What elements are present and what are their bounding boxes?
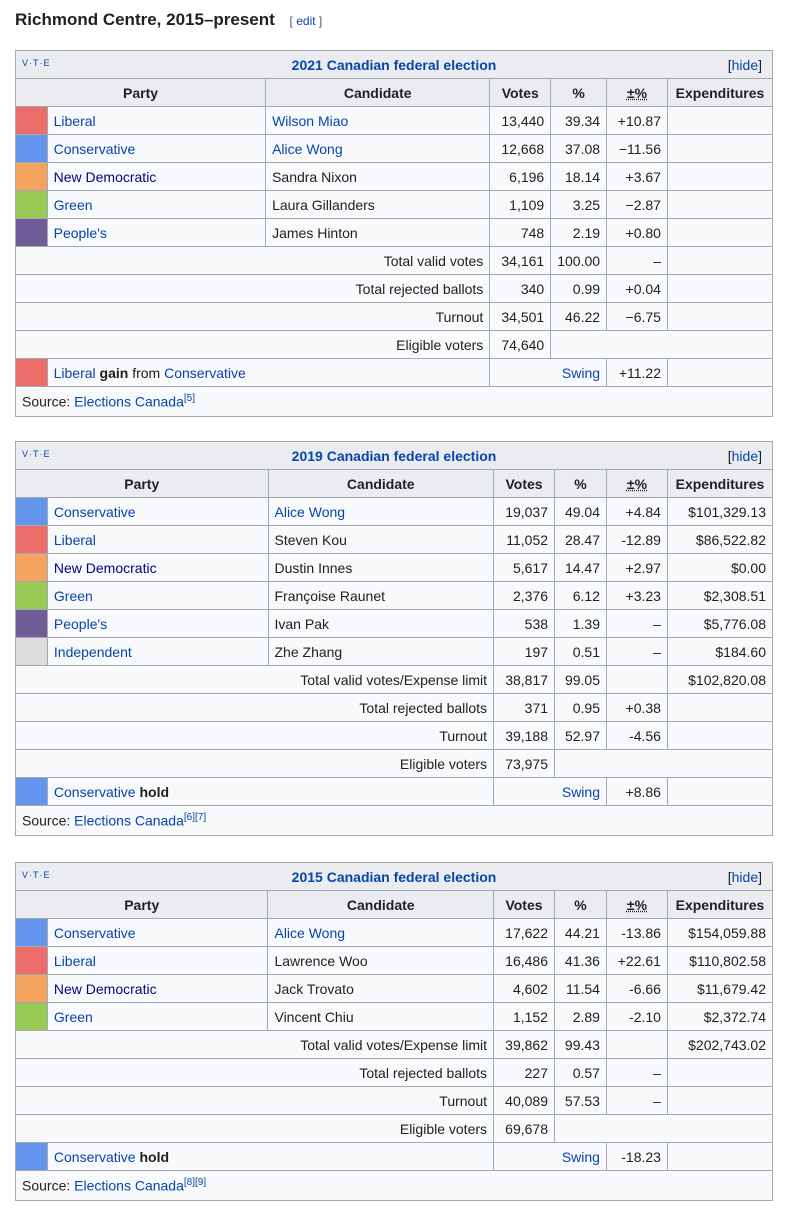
votes-cell: 2,376 — [494, 582, 555, 610]
exp-cell: $5,776.08 — [667, 610, 772, 638]
table-row — [16, 498, 773, 526]
election-title[interactable]: 2019 Canadian federal election — [291, 447, 497, 464]
rejected-row — [16, 275, 773, 303]
table-row — [16, 610, 773, 638]
party-link[interactable]: Liberal — [53, 364, 96, 381]
turnout-row — [16, 303, 773, 331]
hide-toggle[interactable]: [hide] — [727, 448, 762, 464]
exp-cell — [667, 359, 772, 387]
pct-cell: 99.43 — [554, 1031, 606, 1059]
party-color-swatch — [16, 554, 48, 582]
empty-cell — [555, 750, 773, 778]
exp-cell — [667, 107, 772, 135]
change-cell: – — [606, 1059, 667, 1087]
party-link[interactable]: Conservative — [53, 924, 136, 941]
party-cell — [47, 107, 265, 135]
col-pct: % — [555, 470, 607, 498]
hide-link[interactable]: hide — [731, 57, 759, 73]
party-link[interactable]: Liberal — [53, 112, 96, 129]
party-color-swatch — [16, 107, 48, 135]
candidate-cell: Vincent Chiu — [268, 1003, 494, 1031]
change-cell: – — [607, 247, 668, 275]
rejected-label: Total rejected ballots — [16, 1059, 494, 1087]
party-cell — [47, 135, 265, 163]
result-row — [16, 778, 773, 806]
exp-cell — [667, 1143, 772, 1171]
candidate-cell — [266, 107, 490, 135]
party-cell — [47, 638, 268, 666]
swing-link[interactable]: Swing — [561, 783, 600, 800]
votes-cell: 1,109 — [490, 191, 551, 219]
pct-cell: 0.99 — [551, 275, 607, 303]
party-link[interactable]: People's — [53, 615, 108, 632]
total-valid-row — [16, 1031, 773, 1059]
change-cell: −6.75 — [607, 303, 668, 331]
pct-cell: 57.53 — [554, 1087, 606, 1115]
rejected-row — [16, 1059, 773, 1087]
party-cell — [47, 919, 268, 947]
empty-cell — [551, 331, 773, 359]
swing-link[interactable]: Swing — [561, 364, 601, 381]
col-party: Party — [16, 79, 266, 107]
source-cell: Source: Elections Canada[5] — [16, 387, 773, 417]
pct-cell: 100.00 — [551, 247, 607, 275]
source-cell: Source: Elections Canada[6][7] — [16, 806, 773, 836]
exp-cell — [667, 694, 772, 722]
table-row — [16, 554, 773, 582]
col-change: ±% — [607, 470, 668, 498]
table-row — [16, 1003, 773, 1031]
pct-cell: 6.12 — [555, 582, 607, 610]
pct-cell: 39.34 — [551, 107, 607, 135]
party-link[interactable]: Green — [53, 196, 93, 213]
party-cell — [47, 191, 265, 219]
pct-cell: 0.51 — [555, 638, 607, 666]
party-cell — [47, 554, 268, 582]
votes-cell: 11,052 — [494, 526, 555, 554]
exp-cell — [667, 303, 772, 331]
candidate-link[interactable]: Wilson Miao — [272, 112, 349, 129]
result-cell: Conservative hold — [47, 778, 493, 806]
rejected-label: Total rejected ballots — [16, 275, 490, 303]
rejected-row — [16, 694, 773, 722]
eligible-label: Eligible voters — [16, 331, 490, 359]
party-cell — [47, 1003, 268, 1031]
votes-cell: 34,161 — [490, 247, 551, 275]
exp-cell: $102,820.08 — [667, 666, 772, 694]
candidate-cell: James Hinton — [266, 219, 490, 247]
party-cell — [47, 582, 268, 610]
party-color-swatch — [16, 638, 48, 666]
result-cell: Liberal gain from Conservative — [47, 359, 490, 387]
party-link[interactable]: People's — [53, 224, 107, 241]
party-color-swatch — [16, 919, 48, 947]
exp-cell — [667, 722, 772, 750]
col-candidate: Candidate — [266, 79, 490, 107]
source-cell: Source: Elections Canada[8][9] — [16, 1171, 773, 1201]
col-votes: Votes — [490, 79, 551, 107]
source-link[interactable]: Elections Canada — [74, 812, 184, 829]
change-cell: +10.87 — [607, 107, 668, 135]
party-link[interactable]: Conservative — [53, 783, 136, 800]
change-cell: +0.04 — [607, 275, 668, 303]
votes-cell: 40,089 — [494, 1087, 555, 1115]
exp-cell — [667, 1059, 772, 1087]
result-cell: Conservative hold — [47, 1143, 493, 1171]
votes-cell: 4,602 — [494, 975, 555, 1003]
table-row — [16, 582, 773, 610]
result-row — [16, 1143, 773, 1171]
change-cell: -2.10 — [606, 1003, 667, 1031]
section-heading — [15, 10, 322, 30]
source-link[interactable]: Elections Canada — [74, 393, 184, 410]
party-cell — [47, 219, 265, 247]
change-cell: -6.66 — [606, 975, 667, 1003]
party-color-swatch — [16, 778, 48, 806]
candidate-cell: Jack Trovato — [268, 975, 494, 1003]
party-color-swatch — [16, 947, 48, 975]
turnout-label: Turnout — [16, 303, 490, 331]
edit-link[interactable]: edit — [296, 14, 316, 28]
votes-cell: 13,440 — [490, 107, 551, 135]
swing-cell — [494, 1143, 607, 1171]
candidate-cell: Lawrence Woo — [268, 947, 494, 975]
candidate-cell — [266, 135, 490, 163]
exp-cell: $2,308.51 — [667, 582, 772, 610]
hide-link[interactable]: hide — [731, 448, 759, 464]
ref-links[interactable]: [6][7] — [183, 812, 207, 824]
exp-cell — [667, 135, 772, 163]
total-valid-row — [16, 247, 773, 275]
col-expenditures: Expenditures — [667, 79, 772, 107]
change-cell: +3.23 — [607, 582, 668, 610]
eligible-row — [16, 331, 773, 359]
pct-cell: 18.14 — [551, 163, 607, 191]
party-link[interactable]: Independent — [53, 643, 132, 660]
party-color-swatch — [16, 191, 48, 219]
pct-cell: 44.21 — [554, 919, 606, 947]
turnout-label: Turnout — [16, 722, 494, 750]
pct-cell: 11.54 — [554, 975, 606, 1003]
candidate-link[interactable]: Alice Wong — [274, 924, 346, 941]
eligible-row — [16, 1115, 773, 1143]
change-cell: −2.87 — [607, 191, 668, 219]
votes-cell: 371 — [494, 694, 555, 722]
party-color-swatch — [16, 163, 48, 191]
votes-cell: 39,188 — [494, 722, 555, 750]
exp-cell: $184.60 — [667, 638, 772, 666]
total-valid-row — [16, 666, 773, 694]
source-row — [16, 806, 773, 836]
section-title: Richmond Centre, 2015–present — [15, 10, 275, 29]
table-row — [16, 947, 773, 975]
table-row — [16, 919, 773, 947]
pct-cell: 99.05 — [555, 666, 607, 694]
votes-cell: 538 — [494, 610, 555, 638]
party-cell — [47, 526, 268, 554]
hide-toggle[interactable]: [hide] — [727, 57, 762, 73]
col-pct: % — [551, 79, 607, 107]
vte-links[interactable]: V·T·E — [22, 58, 51, 68]
vte-links[interactable]: V·T·E — [22, 870, 51, 880]
votes-cell: 5,617 — [494, 554, 555, 582]
exp-cell — [667, 247, 772, 275]
eligible-label: Eligible voters — [16, 750, 494, 778]
votes-cell: 16,486 — [494, 947, 555, 975]
party-cell — [47, 610, 268, 638]
eligible-row — [16, 750, 773, 778]
change-cell: +22.61 — [606, 947, 667, 975]
exp-cell: $101,329.13 — [667, 498, 772, 526]
party-link[interactable]: Green — [53, 1008, 93, 1025]
col-pct: % — [554, 891, 606, 919]
candidate-cell: Sandra Nixon — [266, 163, 490, 191]
change-cell: – — [607, 610, 668, 638]
exp-cell — [667, 191, 772, 219]
votes-cell: 197 — [494, 638, 555, 666]
table-row — [16, 526, 773, 554]
party-color-swatch — [16, 1003, 48, 1031]
pct-cell: 52.97 — [555, 722, 607, 750]
hide-toggle[interactable]: [hide] — [727, 869, 762, 885]
pct-cell: 3.25 — [551, 191, 607, 219]
turnout-row — [16, 722, 773, 750]
col-candidate: Candidate — [268, 470, 494, 498]
source-row — [16, 387, 773, 417]
change-cell — [606, 1031, 667, 1059]
swing-cell — [490, 359, 607, 387]
candidate-cell: Dustin Innes — [268, 554, 494, 582]
col-candidate: Candidate — [268, 891, 494, 919]
exp-cell — [667, 163, 772, 191]
votes-cell: 1,152 — [494, 1003, 555, 1031]
vte-links[interactable]: V·T·E — [22, 449, 51, 459]
votes-cell: 69,678 — [494, 1115, 555, 1143]
candidate-cell: Laura Gillanders — [266, 191, 490, 219]
party-color-swatch — [16, 610, 48, 638]
votes-cell: 74,640 — [490, 331, 551, 359]
table-row — [16, 163, 773, 191]
change-cell: +4.84 — [607, 498, 668, 526]
party-color-swatch — [16, 359, 48, 387]
change-cell: +3.67 — [607, 163, 668, 191]
party-link[interactable]: New Democratic — [53, 559, 157, 576]
exp-cell — [667, 778, 772, 806]
source-row — [16, 1171, 773, 1201]
party-color-swatch — [16, 975, 48, 1003]
election-box-2019 — [15, 441, 773, 836]
candidate-cell: Ivan Pak — [268, 610, 494, 638]
swing-value: +11.22 — [607, 359, 668, 387]
change-cell: -13.86 — [606, 919, 667, 947]
pct-cell: 28.47 — [555, 526, 607, 554]
party-cell — [47, 163, 265, 191]
col-party: Party — [16, 891, 268, 919]
votes-cell: 38,817 — [494, 666, 555, 694]
pct-cell: 49.04 — [555, 498, 607, 526]
party-link[interactable]: Liberal — [53, 531, 96, 548]
party-color-swatch — [16, 526, 48, 554]
candidate-link[interactable]: Alice Wong — [272, 140, 343, 157]
votes-cell: 34,501 — [490, 303, 551, 331]
votes-cell: 227 — [494, 1059, 555, 1087]
table-row — [16, 107, 773, 135]
party-cell — [47, 498, 268, 526]
pct-cell: 2.19 — [551, 219, 607, 247]
party-color-swatch — [16, 219, 48, 247]
votes-cell: 748 — [490, 219, 551, 247]
col-party: Party — [16, 470, 269, 498]
change-cell: -12.89 — [607, 526, 668, 554]
candidate-cell: Françoise Raunet — [268, 582, 494, 610]
eligible-label: Eligible voters — [16, 1115, 494, 1143]
party-color-swatch — [16, 1143, 48, 1171]
votes-cell: 19,037 — [494, 498, 555, 526]
swing-link[interactable]: Swing — [561, 1148, 600, 1165]
change-cell: +2.97 — [607, 554, 668, 582]
candidate-cell: Zhe Zhang — [268, 638, 494, 666]
exp-cell: $0.00 — [667, 554, 772, 582]
party-color-swatch — [16, 135, 48, 163]
change-cell — [607, 666, 668, 694]
pct-cell: 0.95 — [555, 694, 607, 722]
col-change: ±% — [606, 891, 667, 919]
exp-cell: $110,802.58 — [667, 947, 772, 975]
votes-cell: 17,622 — [494, 919, 555, 947]
swing-value: +8.86 — [607, 778, 668, 806]
col-votes: Votes — [494, 891, 555, 919]
party-link[interactable]: New Democratic — [53, 168, 157, 185]
election-box-2021 — [15, 50, 773, 417]
party-link[interactable]: New Democratic — [53, 980, 157, 997]
party-link[interactable]: Conservative — [53, 1148, 136, 1165]
pct-cell: 41.36 — [554, 947, 606, 975]
total-valid-label: Total valid votes/Expense limit — [16, 1031, 494, 1059]
exp-cell — [667, 275, 772, 303]
table-row — [16, 638, 773, 666]
change-cell: +0.80 — [607, 219, 668, 247]
rejected-label: Total rejected ballots — [16, 694, 494, 722]
candidate-link[interactable]: Alice Wong — [274, 503, 346, 520]
source-link[interactable]: Elections Canada — [74, 1177, 184, 1194]
exp-cell — [667, 219, 772, 247]
total-valid-label: Total valid votes/Expense limit — [16, 666, 494, 694]
exp-cell: $202,743.02 — [667, 1031, 772, 1059]
turnout-label: Turnout — [16, 1087, 494, 1115]
votes-cell: 12,668 — [490, 135, 551, 163]
exp-cell: $154,059.88 — [667, 919, 772, 947]
ref-links[interactable]: [8][9] — [183, 1177, 207, 1189]
election-title[interactable]: 2015 Canadian federal election — [291, 868, 497, 885]
change-cell: +0.38 — [607, 694, 668, 722]
col-votes: Votes — [494, 470, 555, 498]
party-link[interactable]: Conservative — [164, 364, 246, 381]
party-link[interactable]: Liberal — [53, 952, 96, 969]
party-color-swatch — [16, 582, 48, 610]
party-link[interactable]: Conservative — [53, 140, 136, 157]
election-box-2015 — [15, 862, 773, 1201]
change-cell: −11.56 — [607, 135, 668, 163]
party-cell — [47, 947, 268, 975]
exp-cell: $86,522.82 — [667, 526, 772, 554]
turnout-row — [16, 1087, 773, 1115]
table-row — [16, 219, 773, 247]
candidate-cell — [268, 498, 494, 526]
result-row — [16, 359, 773, 387]
col-expenditures: Expenditures — [667, 470, 772, 498]
swing-cell — [494, 778, 607, 806]
candidate-cell: Steven Kou — [268, 526, 494, 554]
table-row — [16, 135, 773, 163]
change-cell: – — [606, 1087, 667, 1115]
party-color-swatch — [16, 498, 48, 526]
party-link[interactable]: Green — [53, 587, 93, 604]
ref-links[interactable]: [5] — [183, 393, 196, 405]
pct-cell: 14.47 — [555, 554, 607, 582]
col-change: ±% — [607, 79, 668, 107]
exp-cell — [667, 1087, 772, 1115]
change-cell: – — [607, 638, 668, 666]
exp-cell: $2,372.74 — [667, 1003, 772, 1031]
pct-cell: 37.08 — [551, 135, 607, 163]
table-row — [16, 191, 773, 219]
candidate-cell — [268, 919, 494, 947]
pct-cell: 0.57 — [554, 1059, 606, 1087]
hide-link[interactable]: hide — [731, 869, 759, 885]
votes-cell: 73,975 — [494, 750, 555, 778]
col-expenditures: Expenditures — [667, 891, 772, 919]
votes-cell: 39,862 — [494, 1031, 555, 1059]
pct-cell: 2.89 — [554, 1003, 606, 1031]
empty-cell — [554, 1115, 772, 1143]
party-link[interactable]: Conservative — [53, 503, 136, 520]
change-cell: -4.56 — [607, 722, 668, 750]
votes-cell: 340 — [490, 275, 551, 303]
pct-cell: 1.39 — [555, 610, 607, 638]
swing-value: -18.23 — [606, 1143, 667, 1171]
exp-cell: $11,679.42 — [667, 975, 772, 1003]
total-valid-label: Total valid votes — [16, 247, 490, 275]
table-row — [16, 975, 773, 1003]
pct-cell: 46.22 — [551, 303, 607, 331]
votes-cell: 6,196 — [490, 163, 551, 191]
edit-section: [ edit ] — [289, 14, 323, 28]
party-cell — [47, 975, 268, 1003]
election-title[interactable]: 2021 Canadian federal election — [291, 56, 497, 73]
